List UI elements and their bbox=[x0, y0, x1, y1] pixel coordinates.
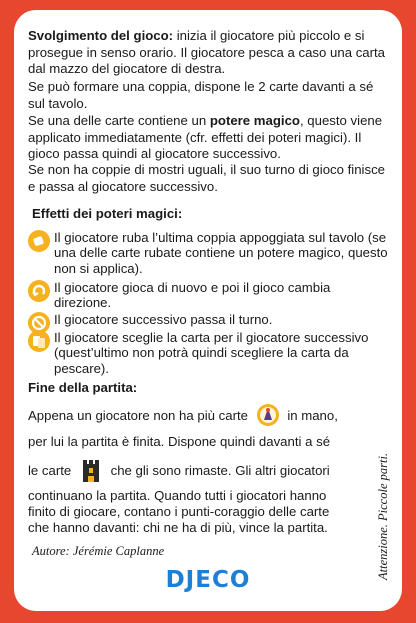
end-text-3a: le carte bbox=[28, 462, 72, 478]
power-text: Il giocatore gioca di nuovo e poi il gioco cambia direzione. bbox=[54, 280, 331, 311]
power-text: Il giocatore ruba l’ultima coppia appoggiata sul tavolo (se una delle carte rubate contiene un potere magico, questo non si applica). bbox=[54, 230, 388, 276]
replay-arrow-icon bbox=[28, 280, 50, 302]
powers-title: Effetti dei poteri magici: bbox=[32, 206, 183, 221]
intro-text-3c: , questo viene applicato immediatamente (cfr. effetti dei poteri magici). Il gioco passa quindi al giocatore successivo. bbox=[28, 113, 383, 162]
section-title-gameplay: Svolgimento del gioco: bbox=[28, 28, 174, 43]
rules-card bbox=[14, 10, 402, 611]
intro-paragraph-2: Se può formare una coppia, dispone le 2 carte davanti a sé sul tavolo. bbox=[28, 79, 374, 111]
end-text-3b: che gli sono rimaste. Gli altri giocatori bbox=[110, 462, 330, 478]
intro-text-1: inizia il giocatore più piccolo e si prosegue in senso orario. Il giocatore pesca a caso una carta dal mazzo del giocatore di destra. bbox=[28, 28, 386, 77]
intro-paragraph-4: Se non ha coppie di mostri uguali, il suo turno di gioco finisce e passa al giocatore successivo. bbox=[28, 162, 386, 194]
end-line-4: continuano la partita. Quando tutti i giocatori hanno bbox=[28, 488, 327, 503]
power-item-choose bbox=[28, 330, 390, 376]
power-item-replay bbox=[28, 280, 390, 311]
end-line-5: finito di giocare, contano i punti-coraggio delle carte bbox=[28, 504, 330, 519]
power-text: Il giocatore sceglie la carta per il giocatore successivo (quest’ultimo non potrà quindi scegliere la carta da pescare). bbox=[54, 330, 369, 376]
author-credit: Autore: Jérémie Caplanne bbox=[32, 544, 165, 558]
end-line-1 bbox=[28, 400, 338, 433]
end-line-3 bbox=[28, 456, 330, 487]
intro-paragraph-3 bbox=[28, 113, 390, 163]
end-line-6: che hanno davanti: chi ne ha di più, vince la partita. bbox=[28, 520, 328, 535]
intro-paragraph-1 bbox=[28, 28, 390, 78]
castle-card-icon bbox=[79, 456, 103, 487]
power-item-steal bbox=[28, 230, 390, 276]
steal-hand-icon bbox=[28, 230, 50, 252]
courage-medal-icon bbox=[256, 400, 280, 433]
magic-power-term: potere magico bbox=[209, 113, 300, 128]
end-text-1b: in mano, bbox=[287, 407, 338, 423]
end-text-1a: Appena un giocatore non ha più carte bbox=[28, 407, 248, 423]
intro-text-3a: Se una delle carte contiene un bbox=[28, 113, 210, 128]
safety-warning: Attenzione. Piccole parti. bbox=[376, 452, 390, 580]
section-title-end: Fine della partita: bbox=[28, 380, 138, 395]
end-line-2: per lui la partita è finita. Dispone quindi davanti a sé bbox=[28, 434, 331, 449]
brand-logo: DJECO bbox=[165, 567, 251, 593]
choose-card-icon bbox=[28, 330, 50, 352]
power-text: Il giocatore successivo passa il turno. bbox=[54, 312, 273, 327]
